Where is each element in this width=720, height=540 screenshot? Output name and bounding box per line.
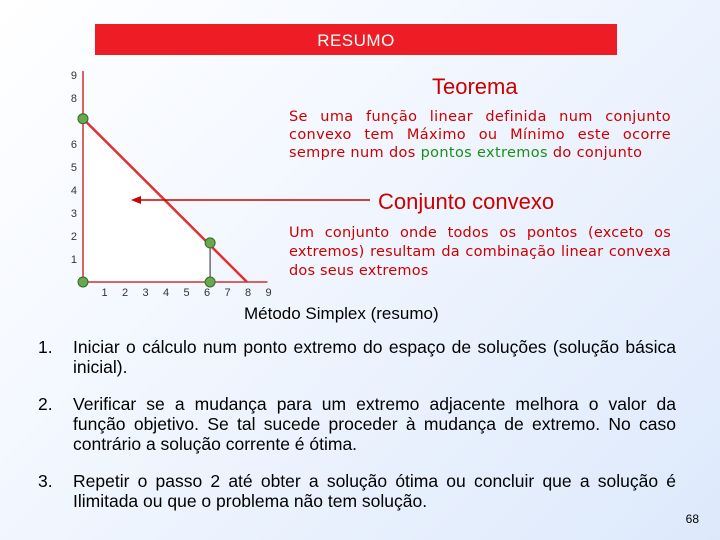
convex-set-title: Conjunto convexo bbox=[378, 189, 555, 214]
step-number: 3. bbox=[38, 471, 53, 491]
list-item bbox=[38, 394, 676, 454]
step-text: Repetir o passo 2 até obter a solução ótima ou concluir que a solução é Ilimitada ou que o problema não tem solução. bbox=[73, 471, 676, 511]
y-tick-label: 8 bbox=[70, 93, 77, 105]
x-tick-label: 3 bbox=[142, 287, 149, 299]
y-tick-label: 5 bbox=[70, 162, 77, 174]
list-item bbox=[38, 471, 676, 511]
y-tick-label: 3 bbox=[70, 208, 77, 220]
extreme-point bbox=[205, 238, 215, 248]
x-tick-label: 5 bbox=[183, 287, 190, 299]
extreme-point bbox=[78, 277, 88, 287]
convex-set-text: Um conjunto onde todos os pontos (exceto os extremos) resultam da combinação linear convexa dos seus extremos bbox=[289, 225, 671, 279]
step-text: Verificar se a mudança para um extremo adjacente melhora o valor da função objetivo. Se tal sucede proceder à mudança de extremo. No caso contrário a solução corrente é ótima. bbox=[73, 394, 676, 454]
x-tick-label: 8 bbox=[244, 287, 252, 299]
y-tick-label: 1 bbox=[70, 254, 77, 266]
page-number: 68 bbox=[685, 512, 699, 526]
theorem-text-before: Se uma função linear definida num conjunto convexo tem Máximo ou Mínimo este ocorre sempre num dos bbox=[289, 109, 671, 161]
x-tick-label: 6 bbox=[203, 287, 211, 299]
step-number: 2. bbox=[38, 394, 53, 414]
y-tick-label: 9 bbox=[70, 70, 77, 82]
extreme-point bbox=[78, 114, 88, 124]
banner-title: RESUMO bbox=[317, 31, 395, 50]
theorem-text-after: do conjunto bbox=[547, 145, 643, 161]
theorem-title: Teorema bbox=[432, 74, 518, 99]
step-text: Iniciar o cálculo num ponto extremo do espaço de soluções (solução básica inicial). bbox=[73, 337, 676, 377]
x-tick-label: 1 bbox=[101, 287, 108, 299]
theorem-text bbox=[289, 108, 671, 162]
theorem-highlight: pontos extremos bbox=[420, 145, 548, 161]
steps-list bbox=[38, 337, 676, 528]
y-tick-label: 4 bbox=[70, 185, 77, 197]
extreme-point bbox=[205, 277, 215, 287]
y-tick-label: 2 bbox=[70, 231, 77, 243]
y-tick-label: 6 bbox=[70, 139, 77, 151]
list-item bbox=[38, 337, 676, 377]
x-tick-label: 7 bbox=[224, 287, 231, 299]
method-title: Método Simplex (resumo) bbox=[244, 304, 439, 323]
x-tick-label: 2 bbox=[121, 287, 129, 299]
step-number: 1. bbox=[38, 337, 53, 357]
x-tick-label: 9 bbox=[265, 287, 272, 299]
x-tick-label: 4 bbox=[162, 287, 170, 299]
